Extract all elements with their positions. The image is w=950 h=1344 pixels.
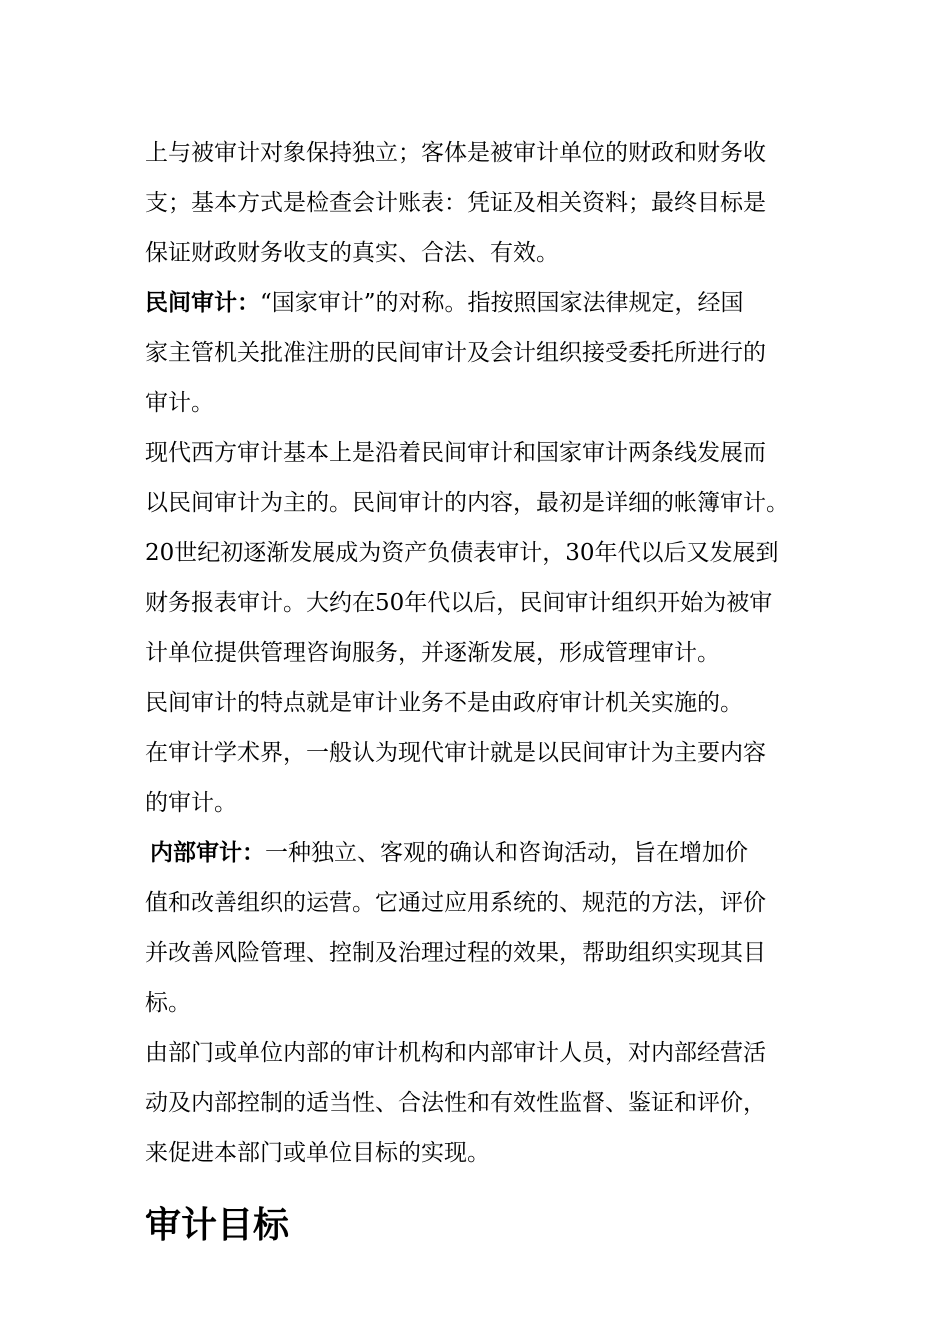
text-line: 审计。 [145,390,214,416]
text-line: 计单位提供管理咨询服务，并逐渐发展，形成管理审计。 [145,640,720,666]
text-line: 保证财政财务收支的真实、合法、有效。 [145,240,559,266]
text-line: 家主管机关批准注册的民间审计及会计组织接受委托所进行的 [145,340,766,366]
text-line: 标。 [145,990,191,1016]
text-line: 20世纪初逐渐发展成为资产负债表审计，30年代以后又发展到 [145,540,779,566]
text-line [145,278,825,328]
paragraph-civil-audit-feature [145,678,825,728]
text-line: 动及内部控制的适当性、合法性和有效性监督、鉴证和评价， [145,1090,766,1116]
text-line: 支；基本方式是检查会计账表：凭证及相关资料；最终目标是 [145,190,766,216]
paragraph-western-audit-history [145,428,825,678]
text-line: 财务报表审计。大约在50年代以后，民间审计组织开始为被审 [145,590,773,616]
definition-text: 一种独立、客观的确认和咨询活动，旨在增加价 [265,840,748,866]
text-line: 来促进本部门或单位目标的实现。 [145,1140,490,1166]
term-internal-audit: 内部审计： [150,839,265,866]
paragraph-internal-audit-detail [145,1028,825,1178]
section-heading-audit-objectives: 审计目标 [145,1205,290,1246]
paragraph-civil-audit-definition [145,278,825,428]
text-line: 现代西方审计基本上是沿着民间审计和国家审计两条线发展而 [145,440,766,466]
text-line: 以民间审计为主的。民间审计的内容，最初是详细的帐簿审计。 [145,490,789,516]
text-line: 由部门或单位内部的审计机构和内部审计人员，对内部经营活 [145,1040,766,1066]
text-line: 民间审计的特点就是审计业务不是由政府审计机关实施的。 [145,690,743,716]
paragraph-academic-view [145,728,825,828]
text-line [145,828,825,878]
text-line: 的审计。 [145,790,237,816]
term-civil-audit: 民间审计： [145,289,260,316]
text-line: 值和改善组织的运营。它通过应用系统的、规范的方法，评价 [145,890,766,916]
paragraph-internal-audit-definition [145,828,825,1028]
document-page [145,128,825,1284]
text-line: 并改善风险管理、控制及治理过程的效果，帮助组织实现其目 [145,940,766,966]
text-line: 上与被审计对象保持独立；客体是被审计单位的财政和财务收 [145,140,766,166]
paragraph-state-audit-continued [145,128,825,278]
text-line: 在审计学术界，一般认为现代审计就是以民间审计为主要内容 [145,740,766,766]
definition-text: “国家审计”的对称。指按照国家法律规定，经国 [260,290,744,316]
